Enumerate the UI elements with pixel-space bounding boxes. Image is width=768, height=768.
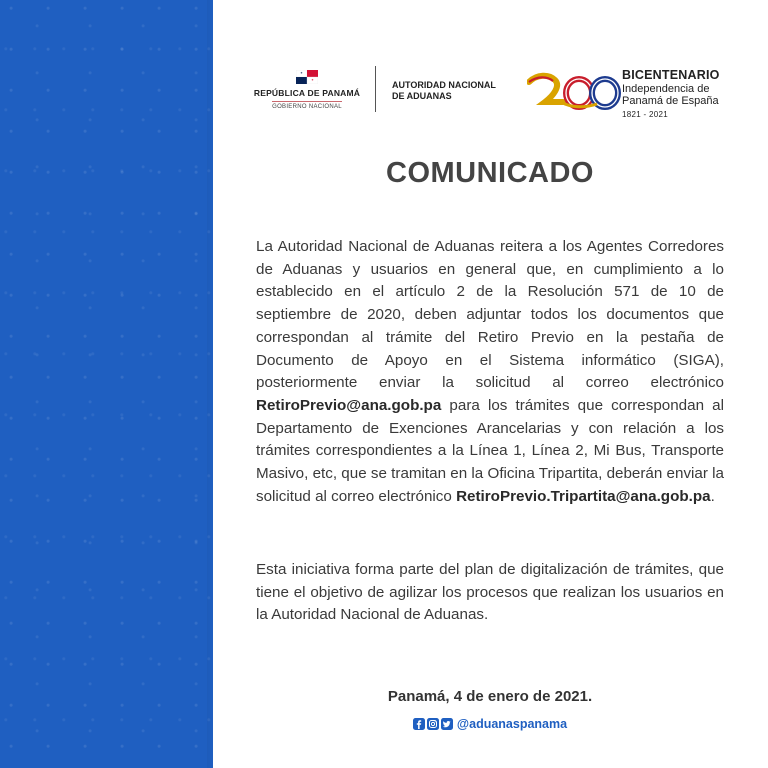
paragraph-1 [256,236,724,508]
bicentenario-line-1: Independencia de [622,83,710,95]
republic-rule [272,101,342,102]
panama-flag-icon [296,70,318,84]
bicentenario-emblem-icon [527,68,622,113]
header-divider [375,66,376,112]
paragraph-2: Esta iniciativa forma parte del plan de digitalización de trámites, que tiene el objetivo de agilizar los procesos que realizan los usuarios en la Autoridad Nacional de Aduanas. [256,561,724,624]
paragraph-1-part-3: . [710,487,715,505]
facebook-icon [413,718,425,730]
email-retiro-previo: RetiroPrevio@ana.gob.pa [256,396,442,414]
page-title: COMUNICADO [386,157,594,189]
bicentenario-line-2: Panamá de España [622,95,719,107]
paragraph-1-part-2: para los trámites que correspondan al Departamento de Exenciones Arancelarias y con relación a los trámites correspondientes a la Línea 1, Línea 2, Mi Bus, Transporte Masivo, etc, que se tramitan en la Oficina Tripartita, deberán enviar la solicitud al correo electrónico [256,396,724,505]
bicentenario-years: 1821 - 2021 [622,110,669,119]
republica-panama-logo [248,70,366,110]
instagram-icon [427,718,439,730]
republic-subtitle: GOBIERNO NACIONAL [272,104,342,110]
paragraph-1-part-1: La Autoridad Nacional de Aduanas reitera a los Agentes Corredores de Aduanas y usuarios en general que, en cumplimiento a lo establecido en el artículo 2 de la Resolución 571 de 10 de septiembre de 2020, deben adjuntar todos los documentos que correspondan al trámite del Retiro Previo en la pestaña de Documento de Apoyo en el Sistema informático (SIGA), posteriormente enviar la solicitud al correo electrónico [256,238,724,392]
agency-line-2: DE ADUANAS [392,91,452,101]
left-blue-band [0,0,213,768]
email-retiro-previo-tripartita: RetiroPrevio.Tripartita@ana.gob.pa [456,487,711,505]
social-handle[interactable]: @aduanaspanama [456,717,568,731]
twitter-icon [441,718,453,730]
bicentenario-title: BICENTENARIO [622,68,720,82]
date-line: Panamá, 4 de enero de 2021. [387,688,593,705]
agency-line-1: AUTORIDAD NACIONAL [392,80,496,90]
republic-title: REPÚBLICA DE PANAMÁ [253,88,361,98]
agency-name [392,80,517,102]
social-footer [256,717,724,735]
